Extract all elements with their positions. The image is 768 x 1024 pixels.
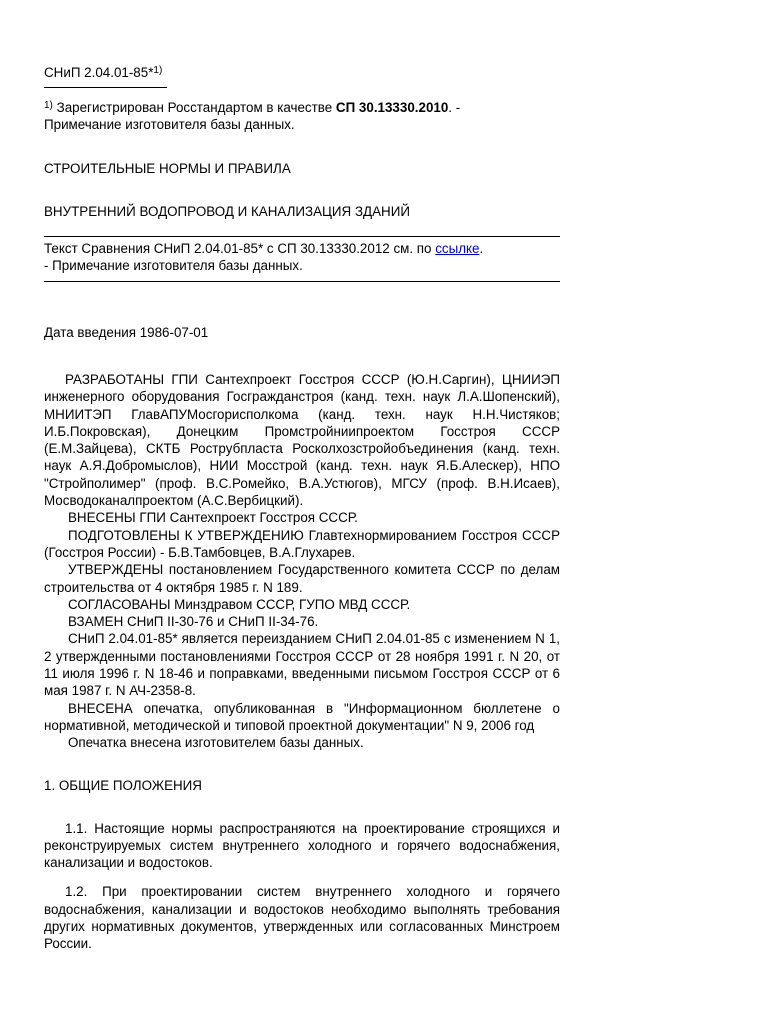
credits-approved: УТВЕРЖДЕНЫ постановлением Государственного комитета СССР по делам строительства от 4 октября 1985 г. N 189. bbox=[44, 562, 560, 595]
credits-erratum-note: Опечатка внесена изготовителем базы данных. bbox=[68, 735, 364, 751]
document-page bbox=[44, 64, 560, 953]
credits-replaces: ВЗАМЕН СНиП II-30-76 и СНиП II-34-76. bbox=[68, 614, 319, 630]
category-title: СТРОИТЕЛЬНЫЕ НОРМЫ И ПРАВИЛА bbox=[44, 161, 291, 176]
document-title: ВНУТРЕННИЙ ВОДОПРОВОД И КАНАЛИЗАЦИЯ ЗДАНИЙ bbox=[44, 204, 410, 219]
compare-link[interactable]: ссылке bbox=[435, 241, 480, 256]
intro-date: Дата введения 1986-07-01 bbox=[44, 325, 209, 340]
footnote-text-before: Зарегистрирован Росстандартом в качестве bbox=[52, 100, 336, 115]
compare-note-line-2: - Примечание изготовителя базы данных. bbox=[44, 258, 303, 273]
divider-top bbox=[44, 236, 560, 237]
credits-prepared: ПОДГОТОВЛЕНЫ К УТВЕРЖДЕНИЮ Главтехнормированием Госстроя СССР (Госстроя России) - Б.В.Тамбовцев, В.А.Глухарев. bbox=[44, 527, 560, 560]
footnote-bold-code: СП 30.13330.2010 bbox=[335, 100, 449, 115]
footnote-separator bbox=[44, 87, 167, 88]
footnote-marker[interactable]: 1) bbox=[153, 65, 163, 76]
compare-note-period: . bbox=[479, 241, 484, 256]
doc-code: СНиП 2.04.01-85* bbox=[44, 65, 154, 80]
footnote-mark: 1) bbox=[44, 100, 53, 111]
credits-introduced: ВНЕСЕНЫ ГПИ Сантехпроект Госстроя СССР. bbox=[68, 510, 358, 526]
credits-reissue: СНиП 2.04.01-85* является переизданием СНиП 2.04.01-85 с изменением N 1, 2 утвержденными постановлениями Госстроя СССР от 28 ноября 1991 г. N 20, от 11 июля 1996 г. N 18-46 и поправками, введенными письмом Госстроя СССР от 6 мая 1987 г. N АЧ-2358-8. bbox=[44, 631, 560, 699]
credits-erratum: ВНЕСЕНА опечатка, опубликованная в "Информационном бюллетене о нормативной, методической и типовой проектной документации" N 9, 2006 год bbox=[44, 700, 560, 733]
section-1-heading: 1. ОБЩИЕ ПОЛОЖЕНИЯ bbox=[44, 777, 202, 793]
compare-note-line-1 bbox=[44, 240, 560, 257]
credits-block bbox=[44, 371, 560, 752]
footnote-line-2: Примечание изготовителя базы данных. bbox=[44, 117, 295, 132]
doc-code-line bbox=[44, 64, 560, 81]
compare-note-text: Текст Сравнения СНиП 2.04.01-85* с СП 30.13330.2012 см. по bbox=[44, 241, 436, 256]
divider-bottom bbox=[44, 281, 560, 282]
footnote-text-after: . - bbox=[448, 100, 461, 115]
paragraph-1-1: 1.1. Настоящие нормы распространяются на проектирование строящихся и реконструируемых систем внутреннего холодного и горячего водоснабжения, канализации и водостоков. bbox=[44, 820, 560, 871]
credits-agreed: СОГЛАСОВАНЫ Минздравом СССР, ГУПО МВД СССР. bbox=[68, 596, 411, 612]
credits-developed: РАЗРАБОТАНЫ ГПИ Сантехпроект Госстроя СССР (Ю.Н.Саргин), ЦНИИЭП инженерного оборудования Госгражданстроя (канд. техн. наук Л.А.Шопенский), МНИИТЭП ГлавАПУМосгорисполкома (канд. техн. наук Н.Н.Чистяков; И.Б.Покровская), Донецким Промстройниипроектом Госстроя СССР (Е.М.Зайцева), СКТБ Рострубпласта Росколхозстройобъединения (канд. техн. наук А.Я.Добромыслов), НИИ Мосстрой (канд. техн. наук Я.Б.Алескер), НПО "Стройполимер" (проф. В.С.Ромейко, В.А.Устюгов), МГСУ (проф. В.Н.Исаев), Мосводоканалпроектом (А.С.Вербицкий). bbox=[44, 372, 560, 509]
paragraph-1-2: 1.2. При проектировании систем внутреннего холодного и горячего водоснабжения, канализации и водостоков необходимо выполнять требования других нормативных документов, утвержденных или согласованных Минстроем России. bbox=[44, 884, 560, 952]
footnote-line-1 bbox=[44, 99, 560, 116]
